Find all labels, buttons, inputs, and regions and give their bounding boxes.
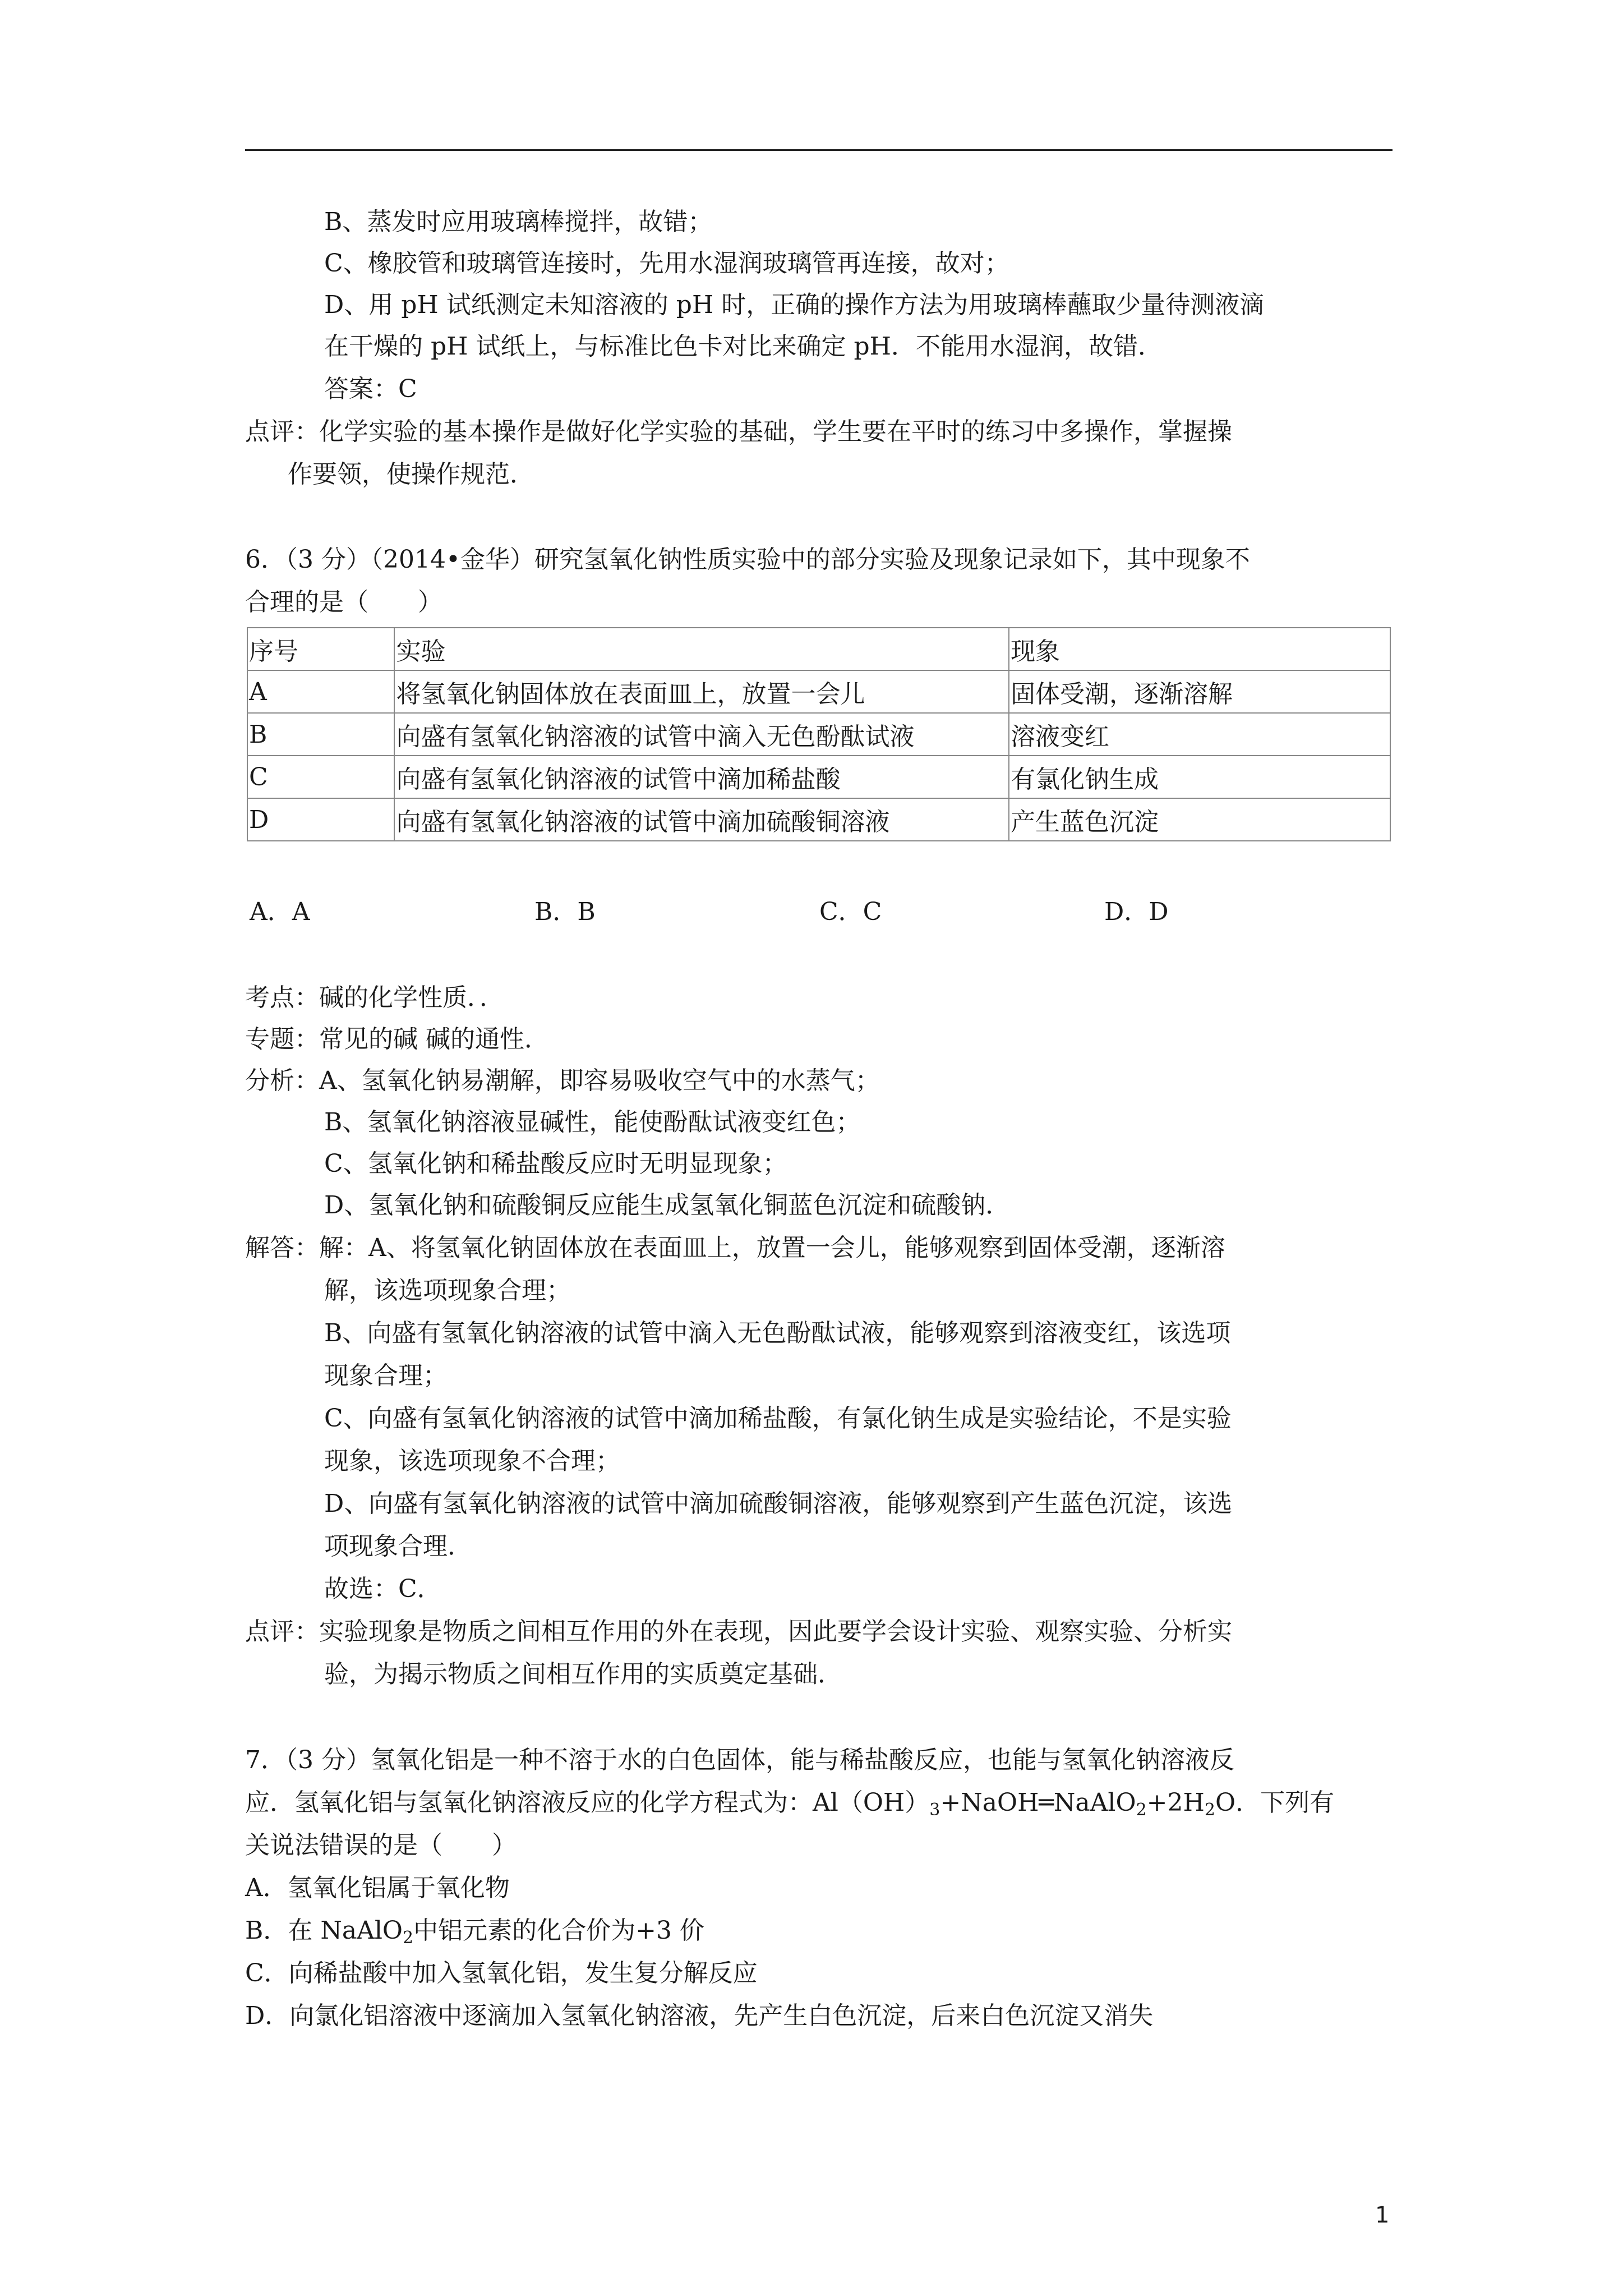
table-cell: 固体受潮，逐渐溶解 [1009,670,1390,713]
q6-experiment-table [247,627,1391,841]
q7-option-a: A．氢氧化铝属于氧化物 [245,1874,510,1902]
table-header-row [247,628,1390,670]
q6-dianping-line: 点评：实验现象是物质之间相互作用的外在表现，因此要学会设计实验、观察实验、分析实 [245,1617,1232,1646]
prev-comment-line2: 作要领，使操作规范． [288,460,534,489]
page-number: 1 [1375,2202,1390,2228]
q6-option-d: D．D [1104,898,1169,926]
q6-jieda-line: 项现象合理． [324,1532,472,1561]
q6-fenxi-line: 分析：A、氢氧化钠易潮解，即容易吸收空气中的水蒸气； [245,1066,880,1095]
prev-answer: 答案：C [324,375,417,403]
q6-option-a: A．A [250,898,310,926]
q6-option-b: B．B [534,898,596,926]
table-cell: C [247,756,394,798]
q6-jieda-line: B、向盛有氢氧化钠溶液的试管中滴入无色酚酞试液，能够观察到溶液变红，该选项 [324,1319,1231,1347]
prev-option-c: C、橡胶管和玻璃管连接时，先用水湿润玻璃管再连接，故对； [324,249,1009,278]
prev-option-b: B、蒸发时应用玻璃棒搅拌，故错； [324,208,713,236]
q6-fenxi-line: B、氢氧化钠溶液显碱性，能使酚酞试液变红色； [324,1108,861,1137]
table-row [247,713,1390,756]
table-cell: B [247,713,394,756]
q6-jieda-line: 解答：解：A、将氢氧化钠固体放在表面皿上，放置一会儿，能够观察到固体受潮，逐渐溶 [245,1234,1225,1262]
q6-jieda-line: 现象，该选项现象不合理； [324,1447,620,1475]
table-row [247,756,1390,798]
header-rule [245,149,1393,151]
table-cell: D [247,798,394,841]
q6-jieda-line: 解，该选项现象合理； [324,1276,571,1305]
table-row [247,798,1390,841]
prev-option-d-line1: D、用 pH 试纸测定未知溶液的 pH 时，正确的操作方法为用玻璃棒蘸取少量待测液滴 [324,291,1265,319]
table-cell: A [247,670,394,713]
q6-jieda-line: 现象合理； [324,1361,448,1390]
table-cell: 将氢氧化钠固体放在表面皿上，放置一会儿 [394,670,1009,713]
q6-zhuanti: 专题：常见的碱 碱的通性． [245,1025,549,1053]
q7-stem-line2: 应．氢氧化铝与氢氧化钠溶液反应的化学方程式为：$Al(OH)_3+NaOH═NaAlO_2+2H_2O$．下列有 [245,1788,1335,1820]
q6-jieda-line: D、向盛有氢氧化钠溶液的试管中滴加硫酸铜溶液，能够观察到产生蓝色沉淀，该选 [324,1489,1233,1518]
table-cell: 溶液变红 [1009,713,1390,756]
q6-jieda-line: 故选：C． [324,1575,442,1603]
q6-jieda-line: C、向盛有氢氧化钠溶液的试管中滴加稀盐酸，有氯化钠生成是实验结论，不是实验 [324,1404,1232,1433]
q7-option-b: B．在 NaAlO$_2$中铝元素的化合价为+3 价 [245,1916,704,1948]
q7-option-d: D．向氯化铝溶液中逐滴加入氢氧化钠溶液，先产生白色沉淀，后来白色沉淀又消失 [245,2001,1154,2030]
table-header-cell: 实验 [394,628,1009,670]
q6-dianping-line: 验，为揭示物质之间相互作用的实质奠定基础． [324,1660,842,1688]
table-cell: 有氯化钠生成 [1009,756,1390,798]
q6-fenxi-line: C、氢氧化钠和稀盐酸反应时无明显现象； [324,1149,787,1178]
prev-comment-line1: 点评：化学实验的基本操作是做好化学实验的基础，学生要在平时的练习中多操作，掌握操 [245,417,1232,446]
q7-option-c: C．向稀盐酸中加入氢氧化铝，发生复分解反应 [245,1959,758,1987]
table-cell: 产生蓝色沉淀 [1009,798,1390,841]
q6-option-c: C．C [819,898,882,926]
table-cell: 向盛有氢氧化钠溶液的试管中滴加稀盐酸 [394,756,1009,798]
q6-fenxi-line: D、氢氧化钠和硫酸铜反应能生成氢氧化铜蓝色沉淀和硫酸钠． [324,1191,1011,1220]
q7-stem-line1: 7．（3 分）氢氧化铝是一种不溶于水的白色固体，能与稀盐酸反应，也能与氢氧化钠溶液反 [245,1746,1234,1774]
table-row [247,670,1390,713]
table-header-cell: 序号 [247,628,394,670]
q7-stem-line3: 关说法错误的是（ ） [245,1831,517,1860]
table-cell: 向盛有氢氧化钠溶液的试管中滴加硫酸铜溶液 [394,798,1009,841]
q6-kaodian: 考点：碱的化学性质．． [245,983,504,1012]
prev-option-d-line2: 在干燥的 pH 试纸上，与标准比色卡对比来确定 pH．不能用水湿润，故错． [324,332,1163,361]
table-cell: 向盛有氢氧化钠溶液的试管中滴入无色酚酞试液 [394,713,1009,756]
q6-stem-line2: 合理的是（ ） [245,588,442,616]
table-header-cell: 现象 [1009,628,1390,670]
q6-stem-line1: 6．（3 分）（2014•金华）研究氢氧化钠性质实验中的部分实验及现象记录如下，其中现象不 [245,545,1250,574]
